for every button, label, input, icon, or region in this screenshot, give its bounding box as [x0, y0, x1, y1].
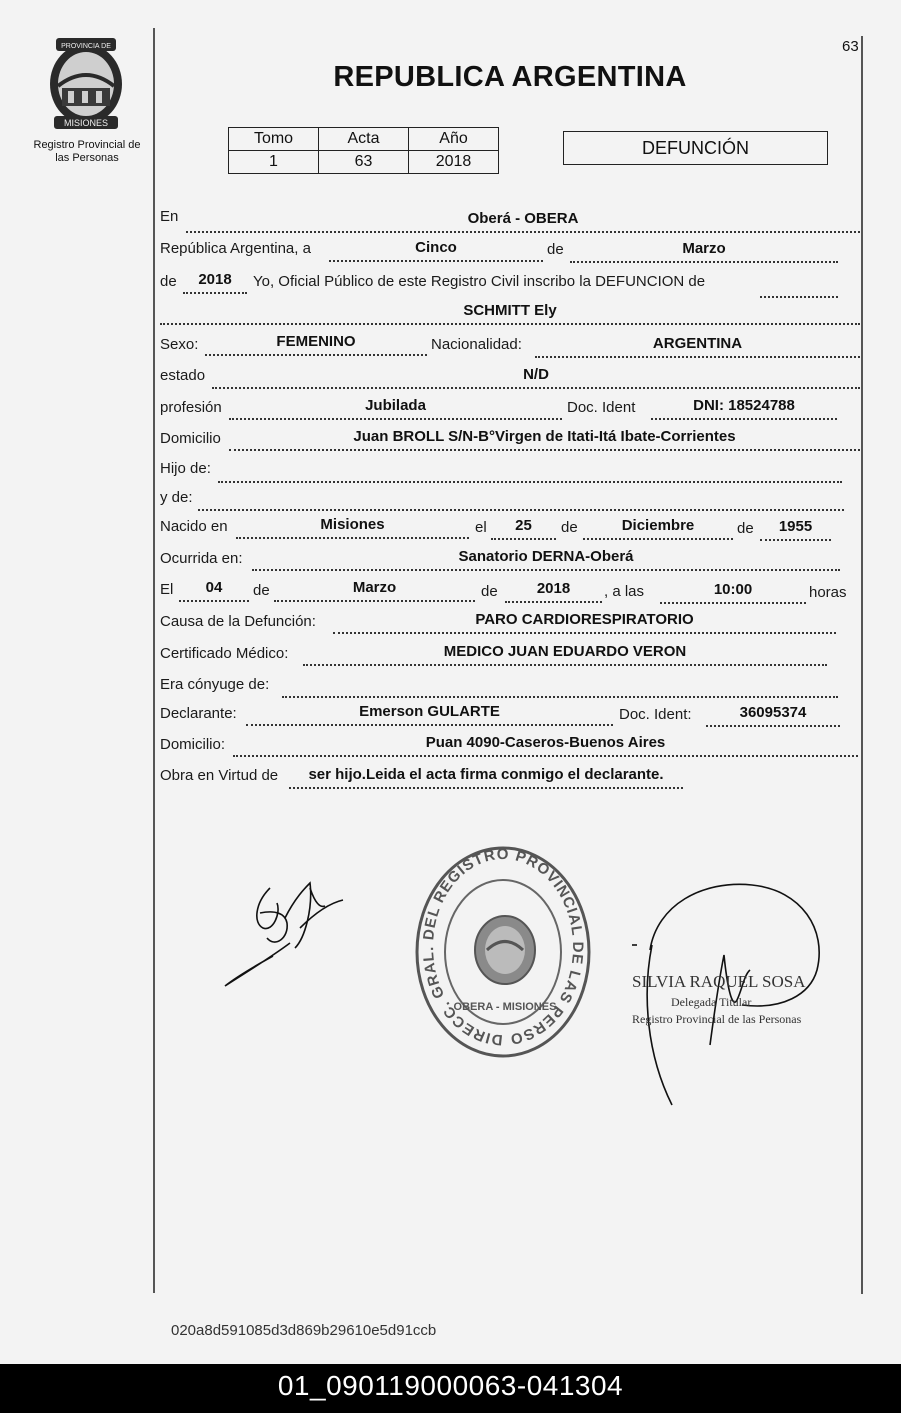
nacionalidad-label: Nacionalidad: [431, 336, 522, 353]
ocurrida-en-field: Sanatorio DERNA-Oberá [252, 549, 840, 571]
domicilio-label: Domicilio [160, 430, 221, 447]
horas-label: horas [809, 584, 847, 601]
official-name: SILVIA RAQUEL SOSA [632, 972, 806, 991]
de-label-3: de [561, 519, 578, 536]
republica-label: República Argentina, a [160, 240, 311, 257]
declarante-doc-field: 36095374 [706, 705, 840, 727]
left-margin-line [153, 28, 155, 1293]
document-hash: 020a8d591085d3d869b29610e5d91ccb [171, 1322, 437, 1339]
en-label: En [160, 208, 179, 225]
lugar-field: Oberá - OBERA [186, 211, 860, 233]
sexo-field: FEMENINO [205, 334, 427, 356]
official-stamp [413, 845, 593, 1060]
def-mes-field: Marzo [274, 580, 475, 602]
doc-ident-label: Doc. Ident [567, 399, 636, 416]
right-margin-line [861, 36, 863, 1294]
nacido-en-field: Misiones [236, 517, 469, 539]
page-number: 63 [842, 38, 859, 55]
book-reference-table [228, 127, 499, 174]
anio-header: Año [409, 128, 499, 151]
declarante-field: Emerson GULARTE [246, 704, 613, 726]
dni-field: DNI: 18524788 [651, 398, 837, 420]
svg-text:DIRECC. GRAL. DEL REGISTRO PRO: DIRECC. GRAL. DEL REGISTRO PROVINCIAL DE LAS PERSO [420, 845, 587, 1049]
svg-text:PROVINCIA DE: PROVINCIA DE [61, 43, 111, 50]
anio-value: 2018 [409, 151, 499, 174]
de-label-5: de [253, 582, 270, 599]
misiones-seal-icon [40, 36, 132, 130]
footer-code: 01_090119000063-041304 [277, 1370, 624, 1401]
causa-label: Causa de la Defunción: [160, 613, 316, 630]
estado-field: N/D [212, 367, 860, 389]
acta-value: 63 [319, 151, 409, 174]
provincial-seal [40, 36, 132, 130]
record-type-box [563, 131, 828, 165]
obra-virtud-label: Obra en Virtud de [160, 767, 279, 784]
nombre-field: SCHMITT Ely [160, 303, 860, 325]
conyuge-label: Era cónyuge de: [160, 676, 270, 693]
nac-anio-field: 1955 [760, 519, 831, 541]
official-office: Registro Provincial de las Personas [632, 1012, 802, 1026]
tomo-value: 1 [229, 151, 319, 174]
el-label: el [475, 519, 487, 536]
obra-field: ser hijo.Leida el acta firma conmigo el declarante. [289, 767, 683, 789]
conyuge-field [282, 676, 838, 698]
declarant-signature [215, 868, 355, 993]
hijo-de-label: Hijo de: [160, 460, 211, 477]
declarante-label: Declarante: [160, 705, 237, 722]
def-dia-field: 04 [179, 580, 249, 602]
estado-label: estado [160, 367, 206, 384]
profesion-label: profesión [160, 399, 222, 416]
y-de-field [198, 489, 844, 511]
tomo-header: Tomo [229, 128, 319, 151]
official-role: Delegada Titular [671, 995, 752, 1009]
doc-ident-label-2: Doc. Ident: [619, 706, 692, 723]
de-label: de [547, 241, 564, 258]
certificado-label: Certificado Médico: [160, 645, 289, 662]
record-type: DEFUNCIÓN [642, 138, 749, 158]
nac-mes-field: Diciembre [583, 518, 733, 540]
nacionalidad-field: ARGENTINA [535, 336, 860, 358]
page-title: REPUBLICA ARGENTINA [333, 61, 687, 93]
hijo-de-field [218, 461, 842, 483]
de-label-6: de [481, 583, 498, 600]
mes-field: Marzo [570, 241, 838, 263]
def-anio-field: 2018 [505, 581, 602, 603]
anio-field: 2018 [183, 272, 247, 294]
ocurrida-en-label: Ocurrida en: [160, 550, 243, 567]
stamp-seal-icon [413, 845, 593, 1060]
registry-name: Registro Provincial de las Personas [33, 139, 141, 164]
svg-text:MISIONES: MISIONES [63, 118, 109, 128]
declarante-domicilio-field: Puan 4090-Caseros-Buenos Aires [233, 735, 858, 757]
acta-header: Acta [319, 128, 409, 151]
domicilio-label-2: Domicilio: [160, 736, 226, 753]
causa-field: PARO CARDIORESPIRATORIO [333, 612, 836, 634]
sexo-label: Sexo: [160, 336, 199, 353]
inscripcion-text: Yo, Oficial Público de este Registro Civil inscribo la DEFUNCION de [253, 273, 706, 290]
inscripcion-tail-field [760, 276, 838, 298]
de-label-2: de [160, 273, 177, 290]
footer-bar [0, 1364, 901, 1413]
profesion-field: Jubilada [229, 398, 562, 420]
dia-field: Cinco [329, 240, 543, 262]
domicilio-field: Juan BROLL S/N-B°Virgen de Itati-Itá Ibate-Corrientes [229, 429, 860, 451]
y-de-label: y de: [160, 489, 193, 506]
a-las-label: , a las [604, 583, 645, 600]
def-hora-field: 10:00 [660, 582, 806, 604]
svg-text:OBERA - MISIONES: OBERA - MISIONES [453, 1001, 557, 1013]
certificado-field: MEDICO JUAN EDUARDO VERON [303, 644, 827, 666]
nacido-en-label: Nacido en [160, 518, 228, 535]
official-signature [632, 875, 827, 1110]
el-cap-label: El [160, 581, 174, 598]
de-label-4: de [737, 520, 754, 537]
nac-dia-field: 25 [491, 518, 556, 540]
